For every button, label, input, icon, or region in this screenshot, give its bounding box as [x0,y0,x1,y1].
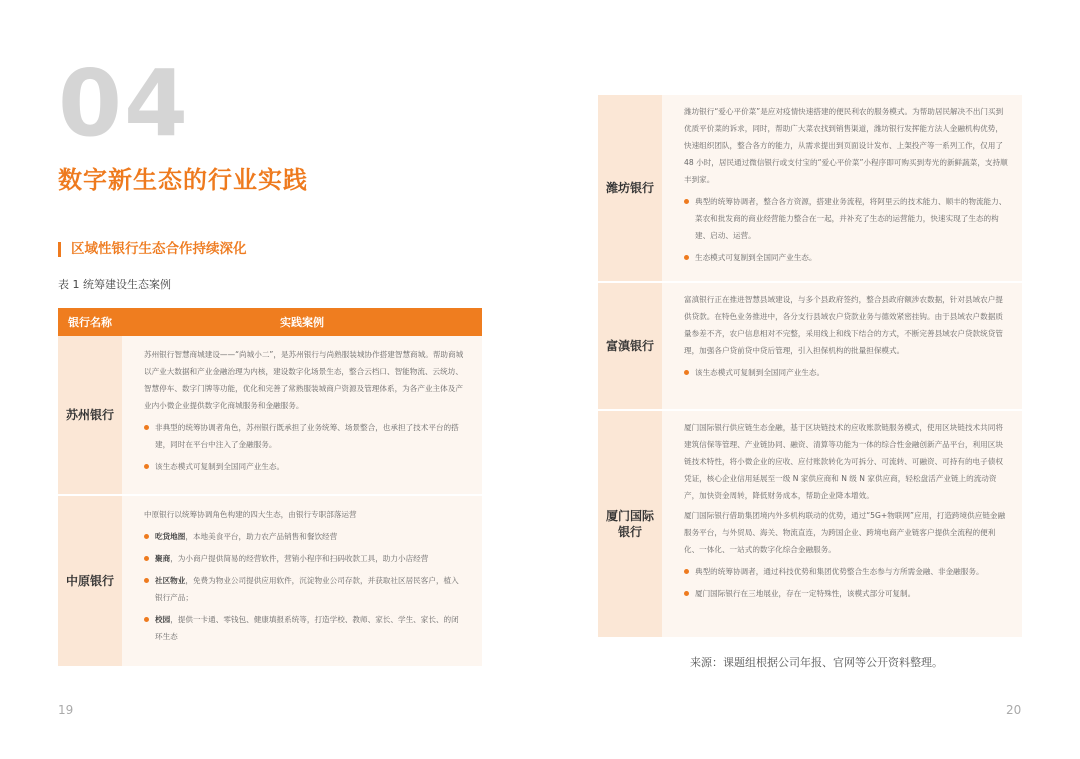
bullet-text: ，为小商户提供简易的经营软件，营销小程序和扫码收款工具，助力小店经营 [170,554,429,563]
page-number: 19 [58,703,74,717]
table-row [598,281,1022,409]
chapter-number: 04 [58,50,191,157]
table-header [58,308,482,336]
bullet-text: ，提供一卡通、零钱包、健康填报系统等，打造学校、教师、家长、学生、家长、的闭环生态 [155,615,459,641]
case-table-left [58,308,482,666]
case-content [662,411,1022,637]
page-number: 20 [1006,703,1022,717]
case-paragraph: 富滇银行正在推进智慧县域建设，与多个县政府签约，整合县政府额涉农数据，针对县域农户提供贷款。在特色业务推进中，各分支行县域农户贷款业务与德效紧密挂钩。由于县域农户数据质量参差不齐，农户信息相对不完整，采用线上和线下结合的方式，不断完善县域农户贷款统贷管理，加强各户贷前贷中贷后管理，引入担保机构的批量担保模式。 [684,295,1003,355]
header-bank-name: 银行名称 [68,316,112,329]
table-caption: 表 1 统筹建设生态案例 [58,278,171,291]
case-content [122,496,482,666]
table-row [598,409,1022,637]
case-content [662,95,1022,281]
case-bullet: 典型的统筹协调者，整合各方资源，搭建业务流程，将阿里云的技术能力、顺丰的物流能力、菜农和批发商的商业经营能力整合在一起，并补充了生态的运营能力，快速实现了生态的构建、启动、运营。 [684,193,1008,244]
bullet-text: ，本地美食平台，助力农产品销售和餐饮经营 [185,532,338,541]
bank-name: 中原银行 [58,496,122,666]
case-paragraph: 厦门国际银行供应链生态金融，基于区块链技术的应收账款链服务模式，使用区块链技术共同将建筑信保等管理、产业链协同、融资、清算等功能为一体的综合性金融创新产品平台，利用区块链技术特性，将小微企业的应收、应付账款转化为可拆分、可流转、可融资、可持有的电子债权凭证，核心企业信用延展至一级 N 家供应商和 N 级 N 家供应商，轻松盘活产业链上的流动资产，加快资金周转，降低财务成本，帮助企业降本增效。 [684,423,1003,500]
table-row [598,95,1022,281]
bank-name: 潍坊银行 [598,95,662,281]
case-content [662,283,1022,409]
case-bullet [144,611,464,645]
case-bullet: 该生态模式可复制到全国同产业生态。 [144,458,464,475]
case-bullet: 厦门国际银行在三地展业，存在一定特殊性，该模式部分可复制。 [684,585,1008,602]
case-bullet [144,528,464,545]
chapter-title: 数字新生态的行业实践 [58,166,308,194]
case-bullet: 生态模式可复制到全国同产业生态。 [684,249,1008,266]
header-practice-case: 实践案例 [280,316,324,329]
table-row [58,336,482,494]
case-paragraph: 潍坊银行“爱心平价菜”是应对疫情快速搭建的便民利农的服务模式。为帮助居民解决不出门买到优质平价菜的诉求，同时，帮助广大菜农找到销售渠道，潍坊银行发挥能方法人金融机构优势，快速组织团队，整合各方的能力，从需求提出到页面设计发布、上架投产等一系列工作，仅用了 48 小时，居民通过微信银行或支付宝的“爱心平价菜”小程序即可购买到寿光的新鲜蔬菜，支持顺丰到家。 [684,107,1008,184]
bank-name: 厦门国际银行 [598,411,662,637]
source-note: 来源：课题组根据公司年报、官网等公开资料整理。 [690,656,943,669]
right-page [540,0,1080,759]
section-title: 区域性银行生态合作持续深化 [58,242,247,257]
case-paragraph: 中原银行以统筹协调角色构建的四大生态，由银行专职部落运营 [144,510,357,519]
case-bullet: 非典型的统筹协调者角色，苏州银行既承担了业务统筹、场景整合，也承担了技术平台的搭建，同时在平台中注入了金融服务。 [144,419,464,453]
bullet-bold: 社区物业 [155,576,186,585]
bullet-bold: 聚商 [155,554,171,563]
table-row [58,494,482,666]
case-content [122,336,482,494]
case-paragraph-2: 厦门国际银行借助集团境内外多机构联动的优势，通过“5G+物联网”应用，打造跨境供应链金融服务平台，与外贸局、海关、物流直连，为跨国企业、跨境电商产业链客户提供全流程的便利化、一体化、一站式的数字化综合金融服务。 [684,511,1006,554]
bank-name: 富滇银行 [598,283,662,409]
bank-name: 苏州银行 [58,336,122,494]
case-bullet: 典型的统筹协调者，通过科技优势和集团优势整合生态参与方所需金融、非金融服务。 [684,563,1008,580]
bullet-bold: 校园 [155,615,171,624]
case-bullet: 该生态模式可复制到全国同产业生态。 [684,364,1008,381]
case-bullet [144,572,464,606]
case-table-right [598,95,1022,637]
case-paragraph: 苏州银行智慧商城建设——“尚城小二”，是苏州银行与尚熟服装城协作搭建智慧商城。帮助商城以产业大数据和产业金融治理为内核，建设数字化场景生态，整合云档口、智能物流、云统坊、智慧停车、数字门牌等功能，优化和完善了常熟服装城商户资源及管理体系，为各产业主体及产业内小微企业提供数字化商城服务和金融服务。 [144,350,464,410]
bullet-bold: 吃货地图 [155,532,186,541]
case-bullet [144,550,464,567]
bullet-text: ，免费为物业公司提供应用软件，沉淀物业公司存款，并获取社区居民客户，植入银行产品； [155,576,459,602]
